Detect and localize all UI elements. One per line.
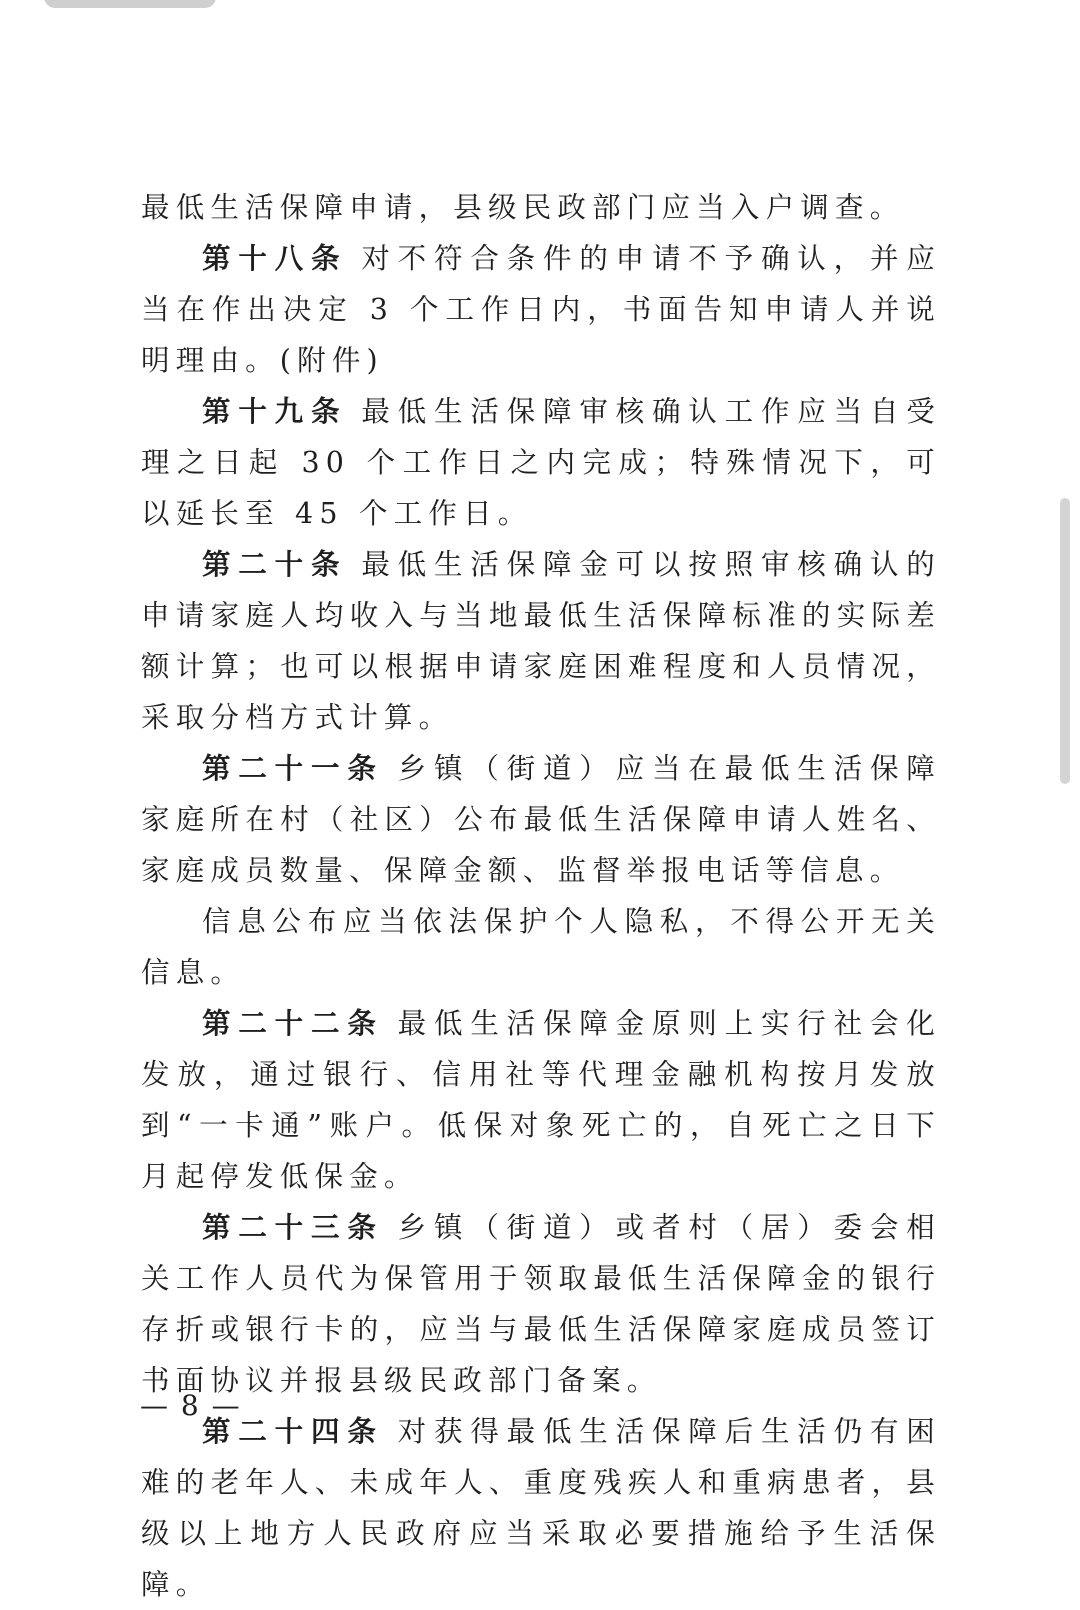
paragraph-text: 最低生活保障申请，县级民政部门应当入户调查。 bbox=[141, 191, 905, 224]
paragraph-text: 最低生活保障金原则上实行社会化发放，通过银行、信用社等代理金融机构按月发放到“一卡通”账户。低保对象死亡的，自死亡之日下月起停发低保金。 bbox=[141, 1007, 941, 1193]
paragraph-text: 对获得最低生活保障后生活仍有困难的老年人、未成年人、重度残疾人和重病患者，县级以上地方人民政府应当采取必要措施给予生活保障。 bbox=[141, 1415, 941, 1601]
article-22 bbox=[141, 998, 941, 1202]
top-bar-handle bbox=[44, 0, 216, 8]
article-18 bbox=[141, 233, 941, 386]
article-19 bbox=[141, 386, 941, 539]
article-heading: 第二十一条 bbox=[202, 752, 384, 785]
paragraph-text: 乡镇（街道）应当在最低生活保障家庭所在村（社区）公布最低生活保障申请人姓名、家庭成员数量、保障金额、监督举报电话等信息。 bbox=[141, 752, 941, 887]
article-24 bbox=[141, 1406, 941, 1610]
article-heading: 第二十四条 bbox=[202, 1415, 384, 1448]
paragraph-privacy bbox=[141, 896, 941, 998]
paragraph-text: 最低生活保障金可以按照审核确认的申请家庭人均收入与当地最低生活保障标准的实际差额计算；也可以根据申请家庭困难程度和人员情况，采取分档方式计算。 bbox=[141, 548, 941, 734]
paragraph-text: 乡镇（街道）或者村（居）委会相关工作人员代为保管用于领取最低生活保障金的银行存折或银行卡的，应当与最低生活保障家庭成员签订书面协议并报县级民政部门备案。 bbox=[141, 1211, 941, 1397]
article-heading: 第二十二条 bbox=[202, 1007, 384, 1040]
article-heading: 第二十条 bbox=[202, 548, 348, 581]
paragraph-continuation bbox=[141, 182, 941, 233]
article-heading: 第十九条 bbox=[202, 395, 348, 428]
page-number: — 8 — bbox=[140, 1389, 242, 1422]
article-21 bbox=[141, 743, 941, 896]
article-23 bbox=[141, 1202, 941, 1406]
paragraph-text: 最低生活保障审核确认工作应当自受理之日起 30 个工作日之内完成；特殊情况下，可以延长至 45 个工作日。 bbox=[141, 395, 941, 530]
scrollbar[interactable] bbox=[1060, 498, 1070, 784]
article-20 bbox=[141, 539, 941, 743]
article-heading: 第二十三条 bbox=[202, 1211, 384, 1244]
document-body bbox=[141, 182, 941, 1610]
paragraph-text: 信息公布应当依法保护个人隐私，不得公开无关信息。 bbox=[141, 905, 941, 989]
article-heading: 第十八条 bbox=[202, 242, 348, 275]
paragraph-text: 对不符合条件的申请不予确认，并应当在作出决定 3 个工作日内，书面告知申请人并说明理由。(附件) bbox=[141, 242, 941, 377]
